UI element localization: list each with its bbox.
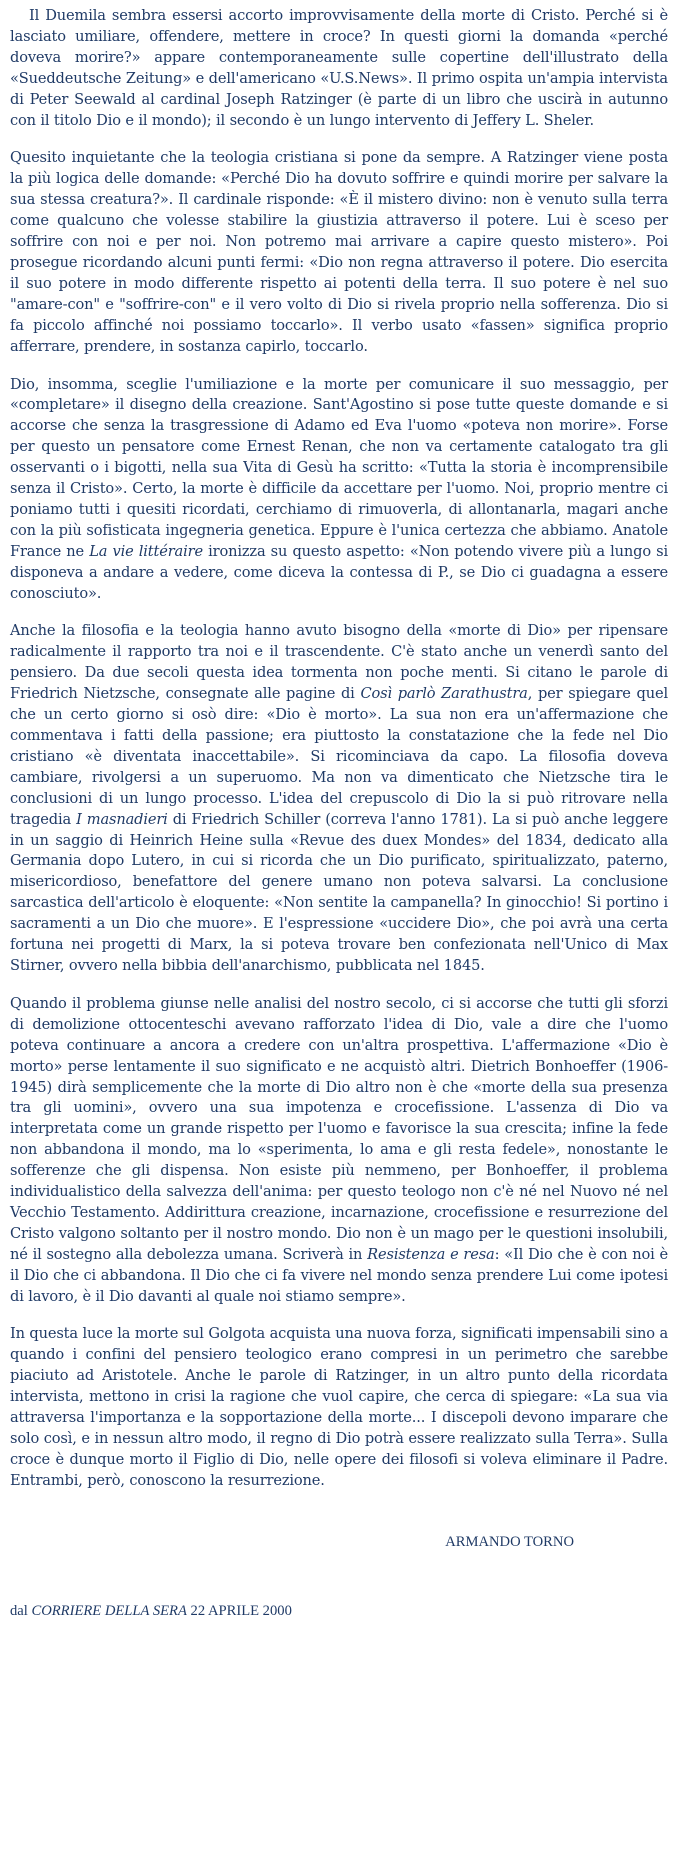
text-run: In questa luce la morte sul Golgota acquista una nuova forza, significati impensabili sino a quando i confini del pensiero teologico erano compresi in un perimetro che sarebbe piaciuto ad Aristotele. Anche le parole di Ratzinger, in un altro punto della ricordata intervista, mettono in crisi la ragione che vuol capire, che cerca di spiegare: «La sua via attraversa l'importanza e la sopportazione della morte... I discepoli devono imparare che solo così, e in nessun altro modo, il regno di Dio potrà essere realizzato sulla Terra». Sulla croce è dunque morto il Figlio di Dio, nelle opere dei filosofi si voleva eliminare il Padre. Entrambi, però, conoscono la resurrezione. [10, 1325, 668, 1489]
text-run: Anche la filosofia e la teologia hanno avuto bisogno della «morte di Dio» per ripensare radicalmente il rapporto tra noi e il trascendente. C'è stato anche un venerdì santo del pensiero. Da due secoli questa idea tormenta non poche menti. Si citano le parole di Friedrich Nietzsche, consegnate alle pagine di [10, 622, 668, 703]
article [10, 6, 668, 1622]
source-newspaper: CORRIERE DELLA SERA [31, 1602, 187, 1619]
text-run: : «Il Dio che è con noi è il Dio che ci abbandona. Il Dio che ci fa vivere nel mondo senza prendere Lui come ipotesi di lavoro, è il Dio davanti al quale noi stiamo sempre». [10, 1245, 668, 1305]
italic-title: I masnadieri [76, 810, 168, 828]
italic-title: Resistenza e resa [367, 1245, 495, 1263]
source-date: 22 APRILE 2000 [186, 1602, 292, 1619]
paragraph-1 [10, 6, 668, 131]
text-run: di Friedrich Schiller (correva l'anno 1781). La si può anche leggere in un saggio di Heinrich Heine sulla «Revue des duex Mondes» del 1834, dedicato alla Germania dopo Lutero, in cui si ricorda che un Dio purificato, spiritualizzato, paterno, misericordioso, benefattore del genere umano non poteva salvarsi. La conclusione sarcastica dell'articolo è eloquente: «Non sentite la campanella? In ginocchio! Si portino i sacramenti a un Dio che muore». E l'espressione «uccidere Dio», che poi avrà una certa fortuna nei progetti di Marx, la si poteva trovare ben confezionata nell'Unico di Max Stirner, ovvero nella bibbia dell'anarchismo, pubblicata nel 1845. [10, 810, 668, 974]
italic-title: La vie littéraire [89, 542, 203, 560]
paragraph-3 [10, 375, 668, 605]
paragraph-2 [10, 148, 668, 357]
source-line [10, 1601, 668, 1622]
paragraph-6 [10, 1324, 668, 1491]
paragraph-5 [10, 994, 668, 1308]
author-signature: ARMANDO TORNO [445, 1533, 574, 1550]
text-run: Quando il problema giunse nelle analisi del nostro secolo, ci si accorse che tutti gli sforzi di demolizione ottocenteschi avevano rafforzato l'idea di Dio, vale a dire che l'uomo poteva continuare a ancora a credere con un'altra prospettiva. L'affermazione «Dio è morto» perse lentamente il suo significato e ne acquistò altri. Dietrich Bonhoeffer (1906-1945) dirà semplicemente che la morte di Dio altro non è che «morte della sua presenza tra gli uomini», ovvero una sua impotenza e crocefissione. L'assenza di Dio va interpretata come un grande rispetto per l'uomo e favorisce la sua crescita; infine la fede non abbandona il mondo, ma lo «sperimenta, lo ama e gli resta fedele», nonostante le sofferenze che gli dispensa. Non esiste più nemmeno, per Bonhoeffer, il problema individualistico della salvezza dell'anima: per questo teologo non c'è né nel Nuovo né nel Vecchio Testamento. Addirittura creazione, incarnazione, crocefissione e resurrezione del Cristo valgono soltanto per il nostro mondo. Dio non è un mago per le questioni insolubili, né il sostegno alla debolezza umana. Scriverà in [10, 994, 668, 1263]
italic-title: Così parlò Zarathustra [360, 685, 528, 703]
text-run: , per spiegare quel che un certo giorno si osò dire: «Dio è morto». La sua non era un'affermazione che commentava i fatti della passione; era piuttosto la constatazione che la fede nel Dio cristiano «è diventata inaccettabile». Si ricominciava da capo. La filosofia doveva cambiare, rivolgersi a un superuomo. Ma non va dimenticato che Nietzsche tira le conclusioni di un lungo processo. L'idea del crepuscolo di Dio la si può ritrovare nella tragedia [10, 685, 668, 828]
source-prefix: dal [10, 1602, 32, 1619]
text-run: Il Duemila sembra essersi accorto improvvisamente della morte di Cristo. Perché si è lasciato umiliare, offendere, mettere in croce? In questi giorni la domanda «perché doveva morire?» appare contemporaneamente sulle copertine dell'illustrato della «Sueddeutsche Zeitung» e dell'americano «U.S.News». Il primo ospita un'ampia intervista di Peter Seewald al cardinal Joseph Ratzinger (è parte di un libro che uscirà in autunno con il titolo Dio e il mondo); il secondo è un lungo intervento di Jeffery L. Sheler. [10, 7, 668, 129]
text-run: Dio, insomma, sceglie l'umiliazione e la morte per comunicare il suo messaggio, per «completare» il disegno della creazione. Sant'Agostino si pose tutte queste domande e si accorse che senza la trasgressione di Adamo ed Eva l'uomo «poteva non morire». Forse per questo un pensatore come Ernest Renan, che non va certamente catalogato tra gli osservanti o i bigotti, nella sua Vita di Gesù ha scritto: «Tutta la storia è incomprensibile senza il Cristo». Certo, la morte è difficile da accettare per l'uomo. Noi, proprio mentre ci poniamo tutti i quesiti ricordati, cerchiamo di rimuoverla, di allontanarla, magari anche con la più sofisticata ingegneria genetica. Eppure è l'unica certezza che abbiamo. Anatole France ne [10, 375, 668, 560]
paragraph-4 [10, 621, 668, 976]
text-run: ironizza su questo aspetto: «Non potendo vivere più a lungo si disponeva a andare a vedere, come diceva la contessa di P., se Dio ci guadagna a essere conosciuto». [10, 542, 669, 602]
text-run: Quesito inquietante che la teologia cristiana si pone da sempre. A Ratzinger viene posta la più logica delle domande: «Perché Dio ha dovuto soffrire e quindi morire per salvare la sua stessa creatura?». Il cardinale risponde: «È il mistero divino: non è venuto sulla terra come qualcuno che volesse stabilire la giustizia attraverso il potere. Lui è sceso per soffrire con noi e per noi. Non potremo mai arrivare a capire questo mistero». Poi prosegue ricordando alcuni punti fermi: «Dio non regna attraverso il potere. Dio esercita il suo potere in modo differente rispetto ai potenti della terra. Il suo potere è nel suo "amare-con" e "soffrire-con" e il vero volto di Dio si rivela proprio nella sofferenza. Dio si fa piccolo affinché noi possiamo toccarlo». Il verbo usato «fassen» significa proprio afferrare, prendere, in sostanza capirlo, toccarlo. [10, 149, 668, 355]
